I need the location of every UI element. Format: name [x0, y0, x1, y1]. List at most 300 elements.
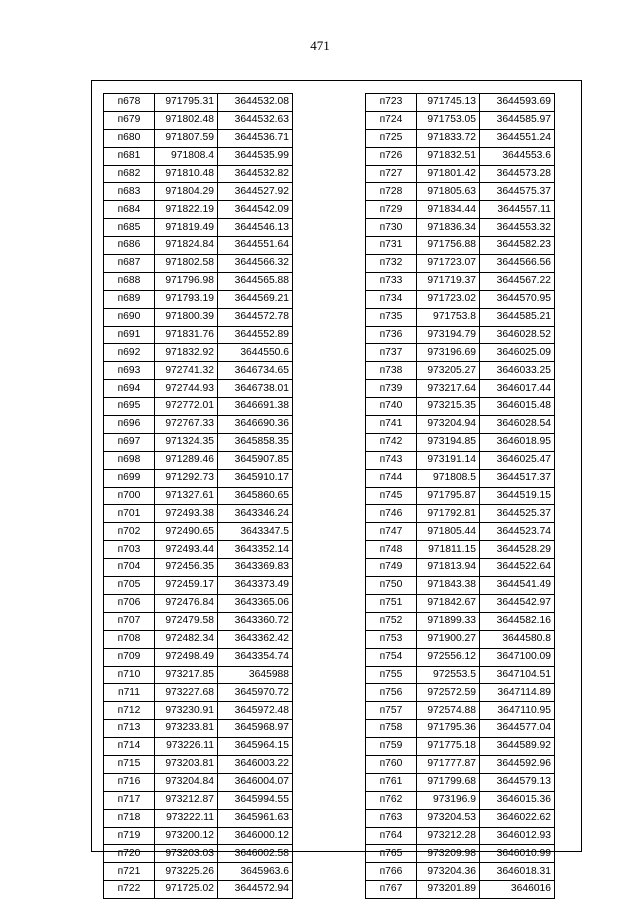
y-coordinate-cell: 3644546.13 — [218, 219, 293, 237]
x-coordinate-cell: 971753.05 — [417, 111, 480, 129]
y-coordinate-cell: 3646022.62 — [480, 809, 555, 827]
table-row — [366, 201, 555, 219]
point-id-cell: п713 — [104, 720, 155, 738]
point-id-cell: п703 — [104, 541, 155, 559]
table-row — [104, 827, 293, 845]
point-id-cell: п729 — [366, 201, 417, 219]
x-coordinate-cell: 973194.85 — [417, 433, 480, 451]
y-coordinate-cell: 3646734.65 — [218, 362, 293, 380]
x-coordinate-cell: 972493.38 — [155, 505, 218, 523]
point-id-cell: п717 — [104, 791, 155, 809]
table-row — [366, 487, 555, 505]
y-coordinate-cell: 3646000.12 — [218, 827, 293, 845]
x-coordinate-cell: 971289.46 — [155, 451, 218, 469]
point-id-cell: п687 — [104, 255, 155, 273]
table-row — [366, 594, 555, 612]
y-coordinate-cell: 3644573.28 — [480, 165, 555, 183]
x-coordinate-cell: 973194.79 — [417, 326, 480, 344]
x-coordinate-cell: 971723.07 — [417, 255, 480, 273]
point-id-cell: п688 — [104, 272, 155, 290]
x-coordinate-cell: 971793.19 — [155, 290, 218, 308]
x-coordinate-cell: 973191.14 — [417, 451, 480, 469]
table-row — [104, 111, 293, 129]
y-coordinate-cell: 3643352.14 — [218, 541, 293, 559]
y-coordinate-cell: 3646018.31 — [480, 863, 555, 881]
x-coordinate-cell: 973217.85 — [155, 666, 218, 684]
y-coordinate-cell: 3645907.85 — [218, 451, 293, 469]
point-id-cell: п720 — [104, 845, 155, 863]
x-coordinate-cell: 972476.84 — [155, 594, 218, 612]
y-coordinate-cell: 3644593.69 — [480, 94, 555, 112]
table-row — [104, 559, 293, 577]
y-coordinate-cell: 3644542.97 — [480, 594, 555, 612]
point-id-cell: п718 — [104, 809, 155, 827]
x-coordinate-cell: 973200.12 — [155, 827, 218, 845]
point-id-cell: п695 — [104, 398, 155, 416]
table-row — [104, 308, 293, 326]
table-row — [366, 183, 555, 201]
x-coordinate-cell: 971723.02 — [417, 290, 480, 308]
x-coordinate-cell: 971807.59 — [155, 129, 218, 147]
point-id-cell: п719 — [104, 827, 155, 845]
y-coordinate-cell: 3644570.95 — [480, 290, 555, 308]
y-coordinate-cell: 3645963.6 — [218, 863, 293, 881]
table-row — [366, 416, 555, 434]
x-coordinate-cell: 971808.5 — [417, 469, 480, 487]
table-row — [366, 433, 555, 451]
point-id-cell: п755 — [366, 666, 417, 684]
y-coordinate-cell: 3647110.95 — [480, 702, 555, 720]
y-coordinate-cell: 3644575.37 — [480, 183, 555, 201]
table-row — [366, 881, 555, 899]
coordinates-table-left — [103, 93, 293, 899]
x-coordinate-cell: 973225.26 — [155, 863, 218, 881]
table-row — [104, 165, 293, 183]
table-row — [366, 165, 555, 183]
y-coordinate-cell: 3646025.09 — [480, 344, 555, 362]
table-row — [104, 201, 293, 219]
table-row — [104, 594, 293, 612]
table-row — [366, 845, 555, 863]
x-coordinate-cell: 972553.5 — [417, 666, 480, 684]
point-id-cell: п726 — [366, 147, 417, 165]
x-coordinate-cell: 971832.92 — [155, 344, 218, 362]
y-coordinate-cell: 3646002.58 — [218, 845, 293, 863]
point-id-cell: п754 — [366, 648, 417, 666]
y-coordinate-cell: 3644553.32 — [480, 219, 555, 237]
x-coordinate-cell: 971831.76 — [155, 326, 218, 344]
point-id-cell: п678 — [104, 94, 155, 112]
y-coordinate-cell: 3645961.63 — [218, 809, 293, 827]
x-coordinate-cell: 971799.68 — [417, 773, 480, 791]
y-coordinate-cell: 3645858.35 — [218, 433, 293, 451]
table-row — [104, 94, 293, 112]
y-coordinate-cell: 3644517.37 — [480, 469, 555, 487]
point-id-cell: п742 — [366, 433, 417, 451]
y-coordinate-cell: 3644566.56 — [480, 255, 555, 273]
point-id-cell: п692 — [104, 344, 155, 362]
table-row — [104, 326, 293, 344]
x-coordinate-cell: 971327.61 — [155, 487, 218, 505]
point-id-cell: п710 — [104, 666, 155, 684]
point-id-cell: п744 — [366, 469, 417, 487]
point-id-cell: п764 — [366, 827, 417, 845]
x-coordinate-cell: 972572.59 — [417, 684, 480, 702]
x-coordinate-cell: 973204.53 — [417, 809, 480, 827]
table-row — [104, 702, 293, 720]
y-coordinate-cell: 3644572.78 — [218, 308, 293, 326]
x-coordinate-cell: 973203.81 — [155, 755, 218, 773]
y-coordinate-cell: 3644565.88 — [218, 272, 293, 290]
table-row — [104, 219, 293, 237]
point-id-cell: п712 — [104, 702, 155, 720]
x-coordinate-cell: 971796.98 — [155, 272, 218, 290]
x-coordinate-cell: 971777.87 — [417, 755, 480, 773]
point-id-cell: п700 — [104, 487, 155, 505]
y-coordinate-cell: 3644527.92 — [218, 183, 293, 201]
y-coordinate-cell: 3646010.99 — [480, 845, 555, 863]
table-row — [366, 469, 555, 487]
y-coordinate-cell: 3647100.09 — [480, 648, 555, 666]
y-coordinate-cell: 3646015.36 — [480, 791, 555, 809]
point-id-cell: п693 — [104, 362, 155, 380]
x-coordinate-cell: 973203.03 — [155, 845, 218, 863]
table-row — [104, 684, 293, 702]
point-id-cell: п714 — [104, 738, 155, 756]
point-id-cell: п738 — [366, 362, 417, 380]
point-id-cell: п682 — [104, 165, 155, 183]
table-row — [366, 773, 555, 791]
table-row — [104, 290, 293, 308]
x-coordinate-cell: 971775.18 — [417, 738, 480, 756]
point-id-cell: п709 — [104, 648, 155, 666]
x-coordinate-cell: 972493.44 — [155, 541, 218, 559]
point-id-cell: п723 — [366, 94, 417, 112]
point-id-cell: п763 — [366, 809, 417, 827]
point-id-cell: п727 — [366, 165, 417, 183]
point-id-cell: п711 — [104, 684, 155, 702]
table-row — [104, 720, 293, 738]
x-coordinate-cell: 973222.11 — [155, 809, 218, 827]
table-row — [366, 577, 555, 595]
table-row — [104, 845, 293, 863]
table-row — [104, 523, 293, 541]
y-coordinate-cell: 3645964.15 — [218, 738, 293, 756]
x-coordinate-cell: 971802.58 — [155, 255, 218, 273]
y-coordinate-cell: 3645972.48 — [218, 702, 293, 720]
table-row — [104, 666, 293, 684]
point-id-cell: п766 — [366, 863, 417, 881]
table-row — [104, 237, 293, 255]
table-row — [366, 612, 555, 630]
table-row — [104, 863, 293, 881]
x-coordinate-cell: 971795.36 — [417, 720, 480, 738]
table-row — [104, 738, 293, 756]
table-row — [366, 702, 555, 720]
y-coordinate-cell: 3646018.95 — [480, 433, 555, 451]
table-row — [104, 129, 293, 147]
point-id-cell: п731 — [366, 237, 417, 255]
table-row — [366, 755, 555, 773]
x-coordinate-cell: 971842.67 — [417, 594, 480, 612]
x-coordinate-cell: 971292.73 — [155, 469, 218, 487]
table-row — [366, 559, 555, 577]
y-coordinate-cell: 3643354.74 — [218, 648, 293, 666]
point-id-cell: п689 — [104, 290, 155, 308]
table-row — [366, 827, 555, 845]
point-id-cell: п761 — [366, 773, 417, 791]
table-row — [104, 380, 293, 398]
table-row — [104, 541, 293, 559]
point-id-cell: п706 — [104, 594, 155, 612]
point-id-cell: п752 — [366, 612, 417, 630]
x-coordinate-cell: 971745.13 — [417, 94, 480, 112]
x-coordinate-cell: 973215.35 — [417, 398, 480, 416]
point-id-cell: п694 — [104, 380, 155, 398]
table-row — [366, 219, 555, 237]
point-id-cell: п751 — [366, 594, 417, 612]
y-coordinate-cell: 3643373.49 — [218, 577, 293, 595]
y-coordinate-cell: 3644579.13 — [480, 773, 555, 791]
y-coordinate-cell: 3644551.64 — [218, 237, 293, 255]
x-coordinate-cell: 973212.28 — [417, 827, 480, 845]
point-id-cell: п748 — [366, 541, 417, 559]
table-row — [104, 487, 293, 505]
point-id-cell: п740 — [366, 398, 417, 416]
point-id-cell: п708 — [104, 630, 155, 648]
y-coordinate-cell: 3644553.6 — [480, 147, 555, 165]
point-id-cell: п747 — [366, 523, 417, 541]
x-coordinate-cell: 973204.84 — [155, 773, 218, 791]
x-coordinate-cell: 971802.48 — [155, 111, 218, 129]
x-coordinate-cell: 973204.36 — [417, 863, 480, 881]
coordinates-table-right — [365, 93, 555, 899]
x-coordinate-cell: 973205.27 — [417, 362, 480, 380]
x-coordinate-cell: 971834.44 — [417, 201, 480, 219]
x-coordinate-cell: 971836.34 — [417, 219, 480, 237]
y-coordinate-cell: 3644566.32 — [218, 255, 293, 273]
x-coordinate-cell: 971813.94 — [417, 559, 480, 577]
point-id-cell: п743 — [366, 451, 417, 469]
x-coordinate-cell: 972456.35 — [155, 559, 218, 577]
point-id-cell: п753 — [366, 630, 417, 648]
table-row — [104, 791, 293, 809]
point-id-cell: п765 — [366, 845, 417, 863]
point-id-cell: п699 — [104, 469, 155, 487]
x-coordinate-cell: 971810.48 — [155, 165, 218, 183]
y-coordinate-cell: 3645910.17 — [218, 469, 293, 487]
point-id-cell: п760 — [366, 755, 417, 773]
table-row — [366, 380, 555, 398]
table-row — [104, 344, 293, 362]
y-coordinate-cell: 3644532.08 — [218, 94, 293, 112]
x-coordinate-cell: 972574.88 — [417, 702, 480, 720]
point-id-cell: п730 — [366, 219, 417, 237]
table-row — [366, 451, 555, 469]
y-coordinate-cell: 3646690.36 — [218, 416, 293, 434]
point-id-cell: п696 — [104, 416, 155, 434]
y-coordinate-cell: 3646012.93 — [480, 827, 555, 845]
table-row — [104, 809, 293, 827]
x-coordinate-cell: 971833.72 — [417, 129, 480, 147]
y-coordinate-cell: 3643347.5 — [218, 523, 293, 541]
y-coordinate-cell: 3646025.47 — [480, 451, 555, 469]
y-coordinate-cell: 3644541.49 — [480, 577, 555, 595]
x-coordinate-cell: 971811.15 — [417, 541, 480, 559]
x-coordinate-cell: 972490.65 — [155, 523, 218, 541]
y-coordinate-cell: 3645970.72 — [218, 684, 293, 702]
table-row — [104, 433, 293, 451]
y-coordinate-cell: 3644542.09 — [218, 201, 293, 219]
x-coordinate-cell: 971843.38 — [417, 577, 480, 595]
x-coordinate-cell: 972482.34 — [155, 630, 218, 648]
point-id-cell: п685 — [104, 219, 155, 237]
x-coordinate-cell: 971805.44 — [417, 523, 480, 541]
y-coordinate-cell: 3644577.04 — [480, 720, 555, 738]
y-coordinate-cell: 3646015.48 — [480, 398, 555, 416]
y-coordinate-cell: 3646016 — [480, 881, 555, 899]
x-coordinate-cell: 972741.32 — [155, 362, 218, 380]
table-row — [366, 290, 555, 308]
point-id-cell: п681 — [104, 147, 155, 165]
table-row — [366, 720, 555, 738]
y-coordinate-cell: 3643362.42 — [218, 630, 293, 648]
x-coordinate-cell: 973217.64 — [417, 380, 480, 398]
table-row — [366, 237, 555, 255]
table-row — [366, 129, 555, 147]
x-coordinate-cell: 971824.84 — [155, 237, 218, 255]
y-coordinate-cell: 3643365.06 — [218, 594, 293, 612]
point-id-cell: п684 — [104, 201, 155, 219]
y-coordinate-cell: 3644552.89 — [218, 326, 293, 344]
point-id-cell: п725 — [366, 129, 417, 147]
y-coordinate-cell: 3644580.8 — [480, 630, 555, 648]
table-row — [366, 791, 555, 809]
table-row — [104, 469, 293, 487]
x-coordinate-cell: 973233.81 — [155, 720, 218, 738]
y-coordinate-cell: 3645988 — [218, 666, 293, 684]
y-coordinate-cell: 3643346.24 — [218, 505, 293, 523]
point-id-cell: п762 — [366, 791, 417, 809]
table-row — [366, 362, 555, 380]
x-coordinate-cell: 972459.17 — [155, 577, 218, 595]
table-row — [104, 451, 293, 469]
point-id-cell: п724 — [366, 111, 417, 129]
y-coordinate-cell: 3643369.83 — [218, 559, 293, 577]
point-id-cell: п746 — [366, 505, 417, 523]
table-row — [366, 308, 555, 326]
x-coordinate-cell: 973209.98 — [417, 845, 480, 863]
x-coordinate-cell: 973227.68 — [155, 684, 218, 702]
x-coordinate-cell: 971900.27 — [417, 630, 480, 648]
y-coordinate-cell: 3647104.51 — [480, 666, 555, 684]
y-coordinate-cell: 3644550.6 — [218, 344, 293, 362]
x-coordinate-cell: 971805.63 — [417, 183, 480, 201]
table-row — [104, 505, 293, 523]
x-coordinate-cell: 971819.49 — [155, 219, 218, 237]
table-row — [366, 505, 555, 523]
x-coordinate-cell: 973226.11 — [155, 738, 218, 756]
y-coordinate-cell: 3644567.22 — [480, 272, 555, 290]
point-id-cell: п701 — [104, 505, 155, 523]
point-id-cell: п735 — [366, 308, 417, 326]
point-id-cell: п736 — [366, 326, 417, 344]
y-coordinate-cell: 3646004.07 — [218, 773, 293, 791]
point-id-cell: п741 — [366, 416, 417, 434]
point-id-cell: п697 — [104, 433, 155, 451]
table-row — [366, 541, 555, 559]
y-coordinate-cell: 3644569.21 — [218, 290, 293, 308]
point-id-cell: п716 — [104, 773, 155, 791]
point-id-cell: п757 — [366, 702, 417, 720]
x-coordinate-cell: 971808.4 — [155, 147, 218, 165]
point-id-cell: п734 — [366, 290, 417, 308]
page-number: 471 — [310, 38, 330, 53]
table-row — [104, 881, 293, 899]
x-coordinate-cell: 973230.91 — [155, 702, 218, 720]
y-coordinate-cell: 3647114.89 — [480, 684, 555, 702]
x-coordinate-cell: 971795.31 — [155, 94, 218, 112]
point-id-cell: п690 — [104, 308, 155, 326]
x-coordinate-cell: 971899.33 — [417, 612, 480, 630]
y-coordinate-cell: 3644523.74 — [480, 523, 555, 541]
table-row — [104, 272, 293, 290]
table-row — [104, 755, 293, 773]
x-coordinate-cell: 971756.88 — [417, 237, 480, 255]
table-row — [104, 630, 293, 648]
x-coordinate-cell: 971801.42 — [417, 165, 480, 183]
y-coordinate-cell: 3644535.99 — [218, 147, 293, 165]
y-coordinate-cell: 3646738.01 — [218, 380, 293, 398]
x-coordinate-cell: 971324.35 — [155, 433, 218, 451]
point-id-cell: п749 — [366, 559, 417, 577]
y-coordinate-cell: 3644522.64 — [480, 559, 555, 577]
point-id-cell: п707 — [104, 612, 155, 630]
point-id-cell: п683 — [104, 183, 155, 201]
x-coordinate-cell: 972767.33 — [155, 416, 218, 434]
point-id-cell: п759 — [366, 738, 417, 756]
y-coordinate-cell: 3644532.63 — [218, 111, 293, 129]
y-coordinate-cell: 3644572.94 — [218, 881, 293, 899]
point-id-cell: п732 — [366, 255, 417, 273]
table-row — [366, 684, 555, 702]
table-row — [104, 183, 293, 201]
table-row — [366, 523, 555, 541]
table-row — [366, 630, 555, 648]
point-id-cell: п750 — [366, 577, 417, 595]
table-row — [104, 416, 293, 434]
y-coordinate-cell: 3645968.97 — [218, 720, 293, 738]
point-id-cell: п739 — [366, 380, 417, 398]
x-coordinate-cell: 973212.87 — [155, 791, 218, 809]
x-coordinate-cell: 973196.69 — [417, 344, 480, 362]
table-row — [366, 666, 555, 684]
x-coordinate-cell: 971725.02 — [155, 881, 218, 899]
point-id-cell: п705 — [104, 577, 155, 595]
x-coordinate-cell: 971804.29 — [155, 183, 218, 201]
y-coordinate-cell: 3644582.23 — [480, 237, 555, 255]
point-id-cell: п745 — [366, 487, 417, 505]
y-coordinate-cell: 3646003.22 — [218, 755, 293, 773]
point-id-cell: п767 — [366, 881, 417, 899]
table-row — [366, 326, 555, 344]
point-id-cell: п686 — [104, 237, 155, 255]
point-id-cell: п733 — [366, 272, 417, 290]
x-coordinate-cell: 972479.58 — [155, 612, 218, 630]
y-coordinate-cell: 3644551.24 — [480, 129, 555, 147]
table-row — [366, 147, 555, 165]
table-row — [104, 577, 293, 595]
